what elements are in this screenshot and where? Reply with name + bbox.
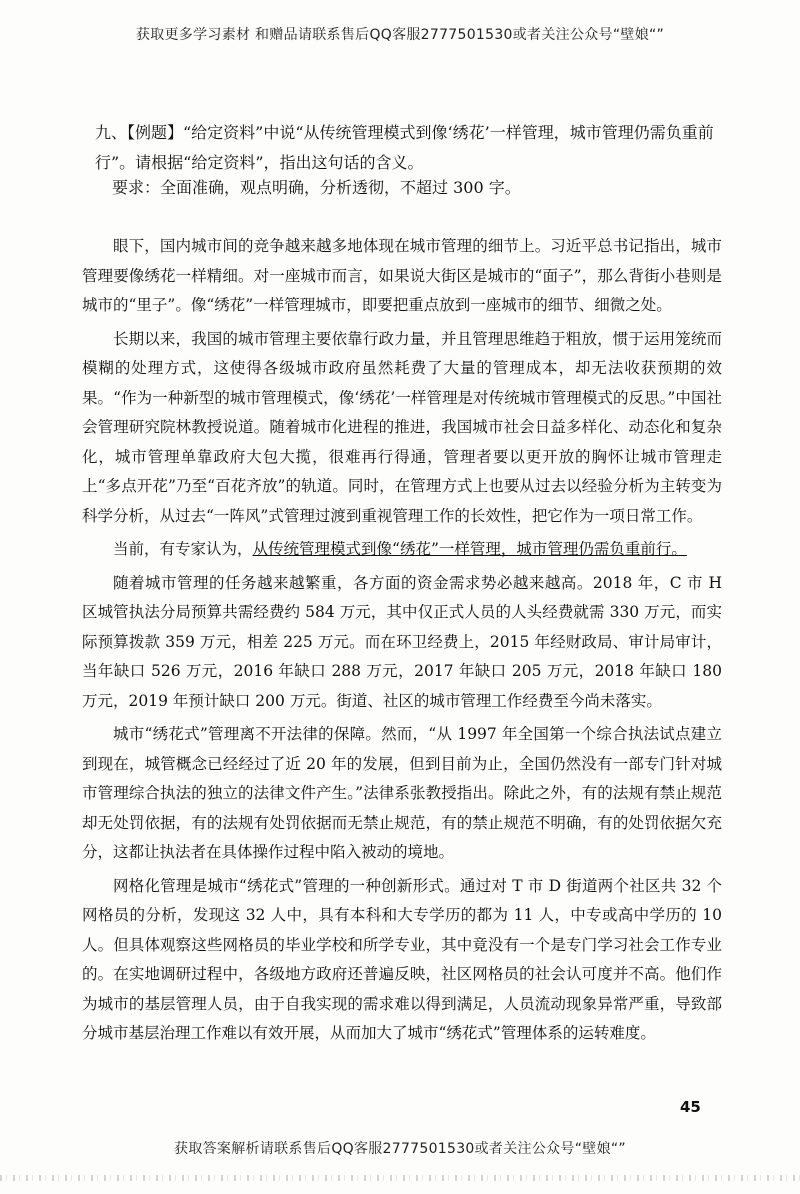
paragraph: 城市“绣花式”管理离不开法律的保障。然而，“从 1997 年全国第一个综合执法试点建立到现在，城管概念已经经过了近 20 年的发展，但到目前为止，全国仍然没有一部专门针对城市管理综合执法的独立的法律文件产生。”法律系张教授指出。除此之外，有的法规有禁止规范却无处罚依据，有的法规有处罚依据而无禁止规范，有的禁止规范不明确，有的处罚依据欠充分，这都让执法者在具体操作过程中陷入被动的境地。 <box>82 725 722 861</box>
expert-prefix: 当前，有专家认为， <box>113 540 253 558</box>
paragraph: 网格化管理是城市“绣花式”管理的一种创新形式。通过对 T 市 D 街道两个社区共 32 个网格员的分析，发现这 32 人中，具有本科和大专学历的都为 11 人，中专或高中学历的 10 人。但具体观察这些网格员的毕业学校和所学专业，其中竟没有一个是专门学习社会工作专业的。在实地调研过程中，各级地方政府还普遍反映，社区网格员的社会认可度并不高。他们作为城市的基层管理人员，由于自我实现的需求难以得到满足，人员流动现象异常严重，导致部分城市基层治理工作难以有效开展，从而加大了城市“绣花式”管理体系的运转难度。 <box>82 876 722 1042</box>
paragraph: 长期以来，我国的城市管理主要依靠行政力量，并且管理思维趋于粗放，惯于运用笼统而模糊的处理方式，这使得各级城市政府虽然耗费了大量的管理成本，却无法收获预期的效果。“作为一种新型的城市管理模式，像‘绣花’一样管理是对传统城市管理模式的反思。”中国社会管理研究院林教授说道。随着城市化进程的推进，我国城市社会日益多样化、动态化和复杂化，城市管理单靠政府大包大揽，很难再行得通，管理者要以更开放的胸怀让城市管理走上“多点开花”乃至“百花齐放”的轨道。同时，在管理方式上也要从过去以经验分析为主转变为科学分析，从过去“一阵风”式管理过渡到重视管理工作的长效性，把它作为一项日常工作。 <box>82 329 722 525</box>
paragraph-expert <box>82 535 722 565</box>
page-header: 获取更多学习素材 和赠品请联系售后QQ客服2777501530或者关注公众号“壁娘“” <box>135 27 665 43</box>
page-number: 45 <box>680 1098 701 1116</box>
paragraph: 眼下，国内城市间的竞争越来越多地体现在城市管理的细节上。习近平总书记指出，城市管理要像绣花一样精细。对一座城市而言，如果说大街区是城市的“面子”，那么背街小巷则是城市的“里子”。像“绣花”一样管理城市，即要把重点放到一座城市的细节、细微之处。 <box>82 237 722 314</box>
paragraph: 随着城市管理的任务越来越繁重，各方面的资金需求势必越来越高。2018 年，C 市 H 区城管执法分局预算共需经费约 584 万元，其中仅正式人员的人头经费就需 330 万元，而实际预算拨款 359 万元，相差 225 万元。而在环卫经费上，2015 年经财政局、审计局审计，当年缺口 526 万元，2016 年缺口 288 万元，2017 年缺口 205 万元，2018 年缺口 180 万元，2019 年预计缺口 200 万元。街道、社区的城市管理工作经费至今尚未落实。 <box>82 573 722 710</box>
scan-artifact <box>0 1175 800 1181</box>
page-footer: 获取答案解析请联系售后QQ客服2777501530或者关注公众号“壁娘“” <box>174 1141 626 1157</box>
question-text: 九、【例题】“给定资料”中说“从传统管理模式到像‘绣花’一样管理，城市管理仍需负重前行”。请根据“给定资料”，指出这句话的含义。 <box>95 123 714 172</box>
expert-quote-underlined: 从传统管理模式到像“绣花”一样管理，城市管理仍需负重前行。 <box>252 540 687 558</box>
requirement-text: 要求：全面准确，观点明确，分析透彻，不超过 300 字。 <box>112 178 521 197</box>
material-body <box>82 232 722 1053</box>
